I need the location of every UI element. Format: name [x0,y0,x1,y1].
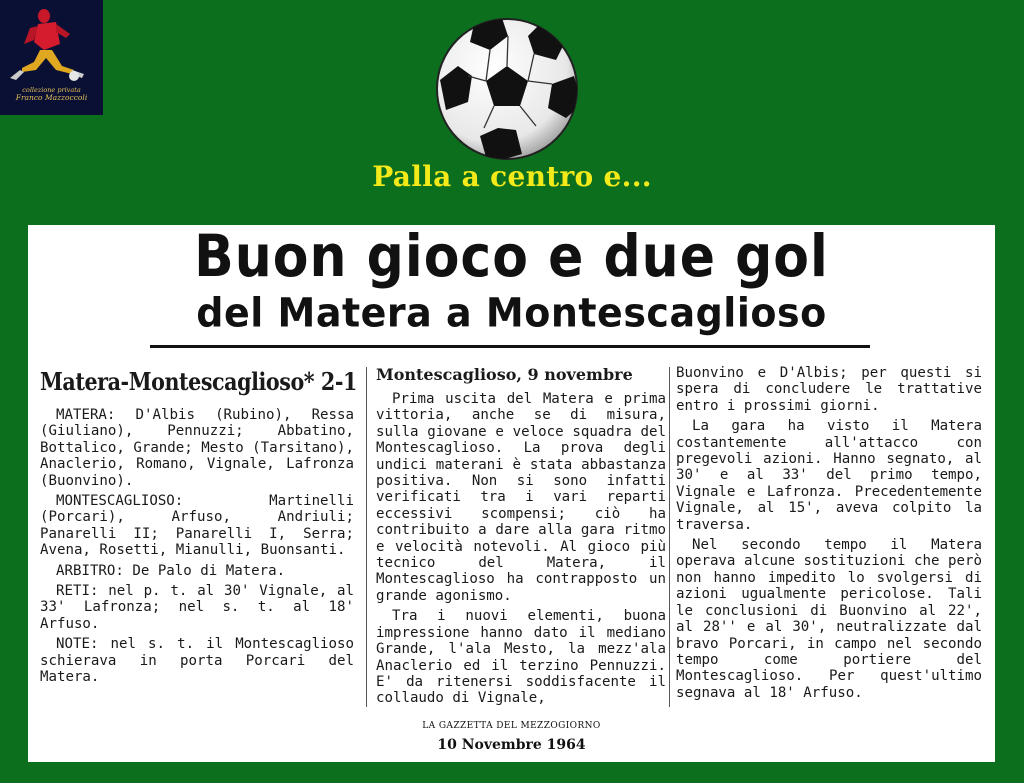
notes: NOTE: nel s. t. il Montescaglioso schierava in porta Porcari del Matera. [40,636,354,686]
collection-logo [0,0,103,115]
column-divider [669,367,670,707]
goals: RETI: nel p. t. al 30' Vignale, al 33' Lafronza; nel s. t. al 18' Arfuso. [40,583,354,632]
article-paragraph: Nel secondo tempo il Matera operava alcune sostituzioni che però non hanno impedito lo svolgersi di azioni ugualmente pericolose. Tali le conclusioni di Buonvino al 22', al 28'' e al 30', neutralizzate dal bravo Porcari, in campo nel secondo tempo come portiere del Montescaglioso. Per quest'ultimo segnava al 18' Arfuso. [676,537,982,701]
article-paragraph: La gara ha visto il Matera costantemente all'attacco con pregevoli azioni. Hanno segnato, al 30' e al 33' del primo tempo, Vignale e Lafronza. Precedentemente Vignale, al 15', aveva colpito la traversa. [676,418,982,533]
article-column-2 [376,365,666,711]
article-paragraph: Prima uscita del Matera e prima vittoria, anche se di misura, sulla giovane e veloce squadra del Montescaglioso. La prova degli undici materani è stata abbastanza positiva. Non si sono infatti verificati tra i vari reparti eccessivi scompensi; ciò ha contribuito a dare alla gara ritmo e velocità notevoli. Al gioco più tecnico del Matera, il Montescaglioso ha contrapposto un grande agonismo. [376,391,666,604]
logo-caption [4,86,99,102]
player-figure-icon [0,0,103,88]
column-divider [366,367,367,707]
dateline: Montescaglioso, 9 novembre [376,365,633,384]
logo-caption-line1: collezione privata [22,86,81,94]
article-paragraph: Buonvino e D'Albis; per questi si spera di concludere le trattative entro i prossimi giorni. [676,365,982,414]
article-column-3 [676,365,982,705]
match-title: Matera-Montescaglioso* 2-1 [40,367,357,396]
lineup-matera: MATERA: D'Albis (Rubino), Ressa (Giuliano), Pennuzzi; Abbatino, Bottalico, Grande; Mesto (Tarsitano), Anaclerio, Romano, Vignale, Lafronza (Buonvino). [40,407,354,489]
article-headline: Buon gioco e due gol [194,223,829,291]
lineup-montescaglioso: MONTESCAGLIOSO: Martinelli (Porcari), Arfuso, Andriuli; Panarelli II; Panarelli I, Serra; Avena, Rosetti, Mianulli, Buonsanti. [40,493,354,559]
headline-rule [150,345,870,348]
soccer-ball-icon [432,14,582,164]
newspaper-name: LA GAZZETTA DEL MEZZOGIORNO [422,721,601,731]
tagline: Palla a centro e... [372,160,652,193]
publication-date: 10 Novembre 1964 [437,737,586,753]
article-paragraph: Tra i nuovi elementi, buona impressione hanno dato il mediano Grande, l'ala Mesto, la mezz'ala Anaclerio ed il terzino Pennuzzi. E' da ritenersi soddisfacente il collaudo di Vignale, [376,608,666,707]
article-subhead: del Matera a Montescaglioso [196,289,827,337]
article-column-1 [40,365,357,690]
referee: ARBITRO: De Palo di Matera. [56,562,286,579]
newspaper-clipping [28,225,995,762]
logo-caption-signature: Franco Mazzoccoli [15,93,88,102]
